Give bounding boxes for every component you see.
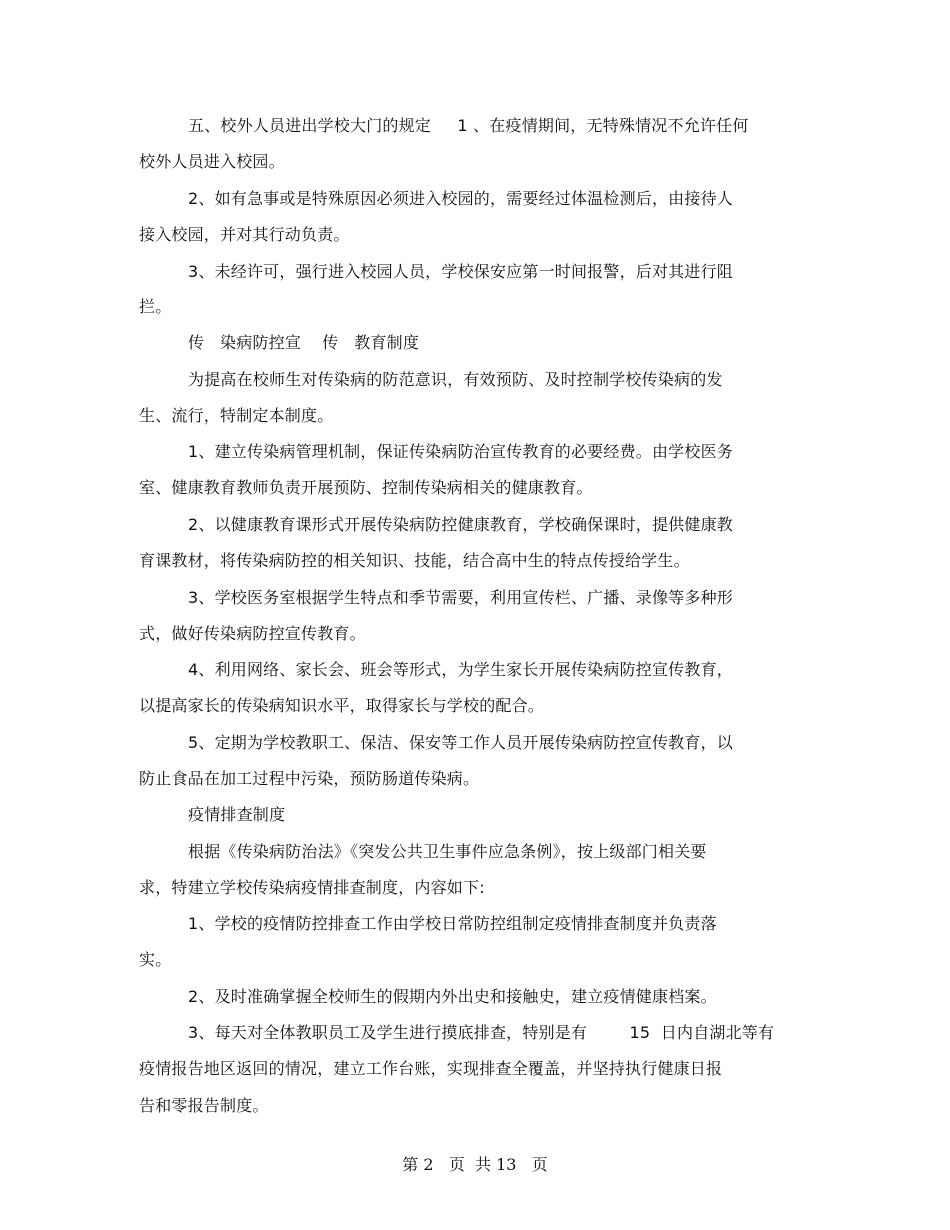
text-line: 生、流行，特制定本制度。 bbox=[139, 406, 334, 425]
text-line: 根据《传染病防治法》《突发公共卫生事件应急条例》，按上级部门相关要 bbox=[188, 842, 707, 861]
text-line: 1、建立传染病管理机制，保证传染病防治宣传教育的必要经费。由学校医务 bbox=[188, 442, 733, 461]
text-line: 接入校园，并对其行动负责。 bbox=[139, 225, 350, 244]
text-line: 告和零报告制度。 bbox=[139, 1096, 269, 1115]
text-line: 以提高家长的传染病知识水平，取得家长与学校的配合。 bbox=[139, 696, 545, 715]
text-line: 2、以健康教育课形式开展传染病防控健康教育，学校确保课时，提供健康教 bbox=[188, 515, 733, 534]
text-line: 五、校外人员进出学校大门的规定 1 、在疫情期间，无特殊情况不允许任何 bbox=[188, 116, 749, 135]
text-line: 育课教材，将传染病防控的相关知识、技能，结合高中生的特点传授给学生。 bbox=[139, 551, 690, 570]
section-heading: 疫情排查制度 bbox=[188, 805, 286, 824]
text-line: 2、如有急事或是特殊原因必须进入校园的，需要经过体温检测后，由接待人 bbox=[188, 189, 733, 208]
text-line: 3、每天对全体教职员工及学生进行摸底排查，特别是有 15 日内自湖北等有 bbox=[188, 1023, 775, 1042]
text-line: 式，做好传染病防控宣传教育。 bbox=[139, 624, 366, 643]
page-number-footer: 第 2 页 共 13 页 bbox=[402, 1155, 548, 1174]
text-line: 求，特建立学校传染病疫情排查制度，内容如下: bbox=[139, 878, 485, 897]
text-line: 2、及时准确掌握全校师生的假期内外出史和接触史，建立疫情健康档案。 bbox=[188, 987, 717, 1006]
text-line: 校外人员进入校园。 bbox=[139, 152, 285, 171]
section-heading: 传 染病防控宣 传 教育制度 bbox=[188, 333, 420, 352]
text-line: 1、学校的疫情防控排查工作由学校日常防控组制定疫情排查制度并负责落 bbox=[188, 914, 717, 933]
text-line: 室、健康教育教师负责开展预防、控制传染病相关的健康教育。 bbox=[139, 478, 593, 497]
text-line: 为提高在校师生对传染病的防范意识，有效预防、及时控制学校传染病的发 bbox=[188, 370, 723, 389]
text-line: 4、利用网络、家长会、班会等形式，为学生家长开展传染病防控宣传教育， bbox=[188, 660, 733, 679]
text-line: 3、学校医务室根据学生特点和季节需要，利用宣传栏、广播、录像等多种形 bbox=[188, 588, 733, 607]
text-line: 防止食品在加工过程中污染，预防肠道传染病。 bbox=[139, 769, 480, 788]
text-line: 疫情报告地区返回的情况，建立工作台账，实现排查全覆盖，并坚持执行健康日报 bbox=[139, 1059, 723, 1078]
text-line: 5、定期为学校教职工、保洁、保安等工作人员开展传染病防控宣传教育，以 bbox=[188, 733, 733, 752]
text-line: 实。 bbox=[139, 950, 172, 969]
text-line: 拦。 bbox=[139, 297, 172, 316]
text-line: 3、未经许可，强行进入校园人员，学校保安应第一时间报警，后对其进行阻 bbox=[188, 262, 733, 281]
